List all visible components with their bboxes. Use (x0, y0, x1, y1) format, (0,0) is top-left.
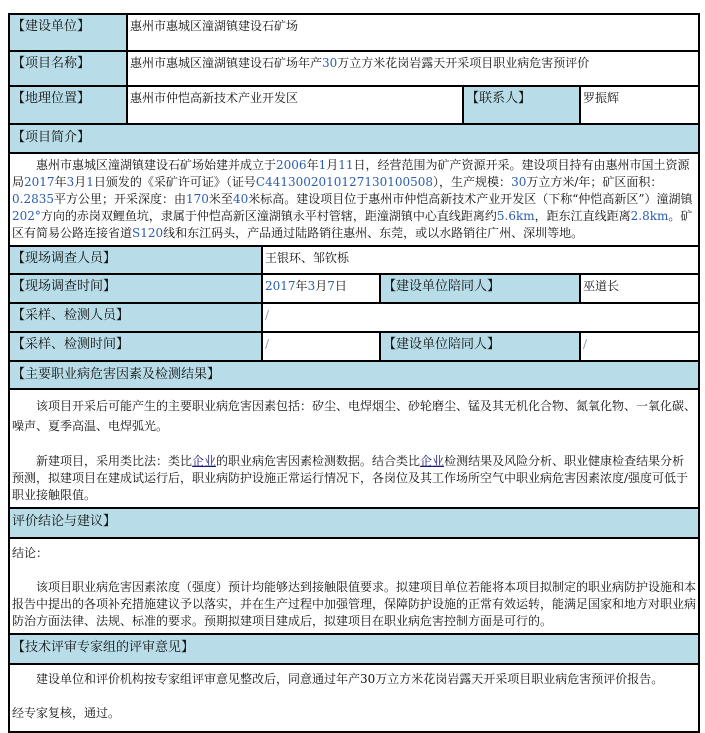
enterprise-link[interactable]: 企业 (420, 454, 445, 468)
survey-time-value: 2017年3月7日 (262, 274, 380, 303)
conclusion-header: 评价结论与建议】 (9, 508, 699, 538)
conclusion-text: 该项目职业病危害因素浓度（强度）预计均能够达到接触限值要求。拟建项目单位若能将本项目拟制定的职业病防护设施和本报告中提出的各项补充措施建议予以落实，并在生产过程中加强管理，保障防护设施的正常有效运转，能满足国家和地方对职业病防治方面法律、法规、标准的要求。预期拟建项目建成后，拟建项目在职业病危害控制方面是可行的。 (12, 580, 697, 628)
intro-header: 【项目简介】 (9, 124, 699, 153)
escort-value: 巫道长 (580, 274, 699, 303)
intro-text: 惠州市惠城区潼湖镇建设石矿场始建并成立于2006年1月11日，经营范围为矿产资源开采。建设项目持有由惠州市国土资源局2017年3月1日颁发的《采矿许可证》（证号C4413002010127130100508），生产规模：30万立方米/年；矿区面积：0.2835平方公里；开采深度：由170米至40米标高。建设项目位于惠州市仲恺高新技术产业开发区（下称“仲恺高新区”）潼湖镇202°方向的赤岗双鲤鱼坑，隶属于仲恺高新区潼湖镇永平村管辖，距潼湖镇中心直线距离约5.6km，距东江直线距离2.8km。矿区有简易公路连接省道S120线和东江码头，产品通过陆路销往惠州、东莞，或以水路销往广州、深圳等地。 (12, 158, 693, 240)
sampling-time-label: 【采样、检测时间】 (9, 332, 262, 361)
hazards-paragraph-1: 该项目开采后可能产生的主要职业病危害因素包括：矽尘、电焊烟尘、砂轮磨尘、锰及其无机化合物、氮氧化物、一氧化碳、噪声、夏季高温、电焊弧光。 (12, 399, 697, 433)
sampling-escort-value: / (580, 332, 699, 361)
sampling-escort-label: 【建设单位陪同人】 (380, 332, 580, 361)
text-segment: 的职业病危害因素检测数据。结合类比 (216, 454, 421, 468)
sampling-time-value: / (262, 332, 380, 361)
unit-label: 【建设单位】 (9, 14, 127, 51)
text-segment: 检测结果及风险分析、职业健康检查结果分析预测，拟建项目在建成试运行后，职业病防护设施正常运行情况下，各岗位及其工作场所空气中职业病危害因素浓度/强度可低于职业接触限值。 (12, 454, 689, 502)
location-value: 惠州市仲恺高新技术产业开发区 (127, 86, 463, 124)
text-segment: 新建项目，采用类比法：类比 (36, 454, 193, 468)
hazards-header: 【主要职业病危害因素及检测结果】 (9, 361, 699, 389)
survey-staff-label: 【现场调查人员】 (9, 246, 262, 274)
survey-time-label: 【现场调查时间】 (9, 274, 262, 303)
review-paragraph-1: 建设单位和评价机构按专家组评审意见整改后，同意通过年产30万立方米花岗岩露天开采项目职业病危害预评价报告。 (36, 672, 664, 686)
sampling-staff-label: 【采样、检测人员】 (9, 303, 262, 332)
escort-label: 【建设单位陪同人】 (380, 274, 580, 303)
contact-label: 【联系人】 (463, 86, 580, 124)
project-info-table (8, 13, 700, 733)
enterprise-link[interactable]: 企业 (192, 454, 217, 468)
review-paragraph-2: 经专家复核，通过。 (12, 706, 121, 720)
hazards-paragraph-2 (12, 453, 696, 504)
contact-value: 罗振辉 (580, 86, 699, 124)
project-label: 【项目名称】 (9, 51, 127, 86)
survey-staff-value: 王银环、邹钦栎 (262, 246, 699, 274)
conclusion-lead: 结论： (12, 546, 49, 560)
location-label: 【地理位置】 (9, 86, 127, 124)
review-header: 【技术评审专家组的评审意见】 (9, 634, 699, 664)
project-value: 惠州市惠城区潼湖镇建设石矿场年产30万立方米花岗岩露天开采项目职业病危害预评价 (127, 51, 699, 86)
sampling-staff-value: / (262, 303, 699, 332)
unit-value: 惠州市惠城区潼湖镇建设石矿场 (127, 14, 699, 51)
